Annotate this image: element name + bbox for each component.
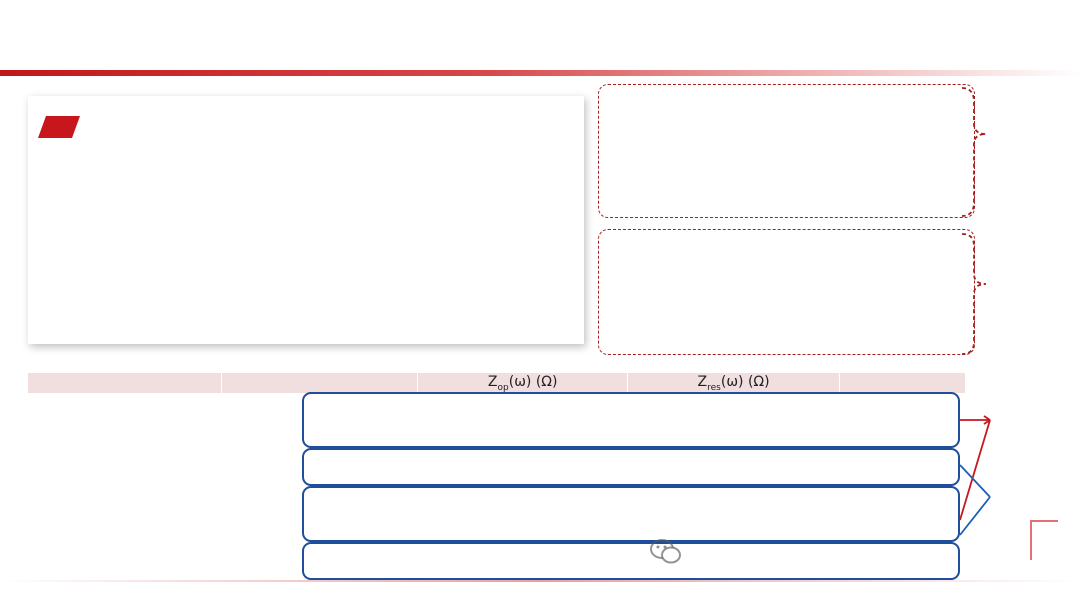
highlight-abc-internal xyxy=(302,392,960,448)
header-fault-type xyxy=(28,373,222,393)
figure-panel-bottom xyxy=(598,229,975,355)
plots-cd xyxy=(599,230,976,356)
header-zres: $Z_{res}(\omega)$ (Ω) xyxy=(628,373,840,393)
wechat-icon xyxy=(650,538,682,566)
bottom-rule xyxy=(0,580,1080,582)
figure-brackets xyxy=(960,84,990,364)
plots-ab xyxy=(599,85,976,219)
highlight-ab-internal xyxy=(302,486,960,542)
group-arrows xyxy=(940,400,1000,550)
header-fault-location xyxy=(222,373,418,393)
table-header-row xyxy=(28,373,966,393)
section-heading xyxy=(42,112,86,142)
section-marker xyxy=(38,116,80,138)
figure-panel-top xyxy=(598,84,975,218)
highlight-abc-external xyxy=(302,448,960,486)
highlight-ab-external xyxy=(302,542,960,580)
corner-decoration xyxy=(1030,520,1058,560)
title-underline xyxy=(0,70,1080,76)
results-table xyxy=(28,373,966,393)
header-trip xyxy=(840,373,966,393)
header-zop: $Z_{op}(\omega)$ (Ω) xyxy=(418,373,628,393)
content-box xyxy=(28,96,584,344)
